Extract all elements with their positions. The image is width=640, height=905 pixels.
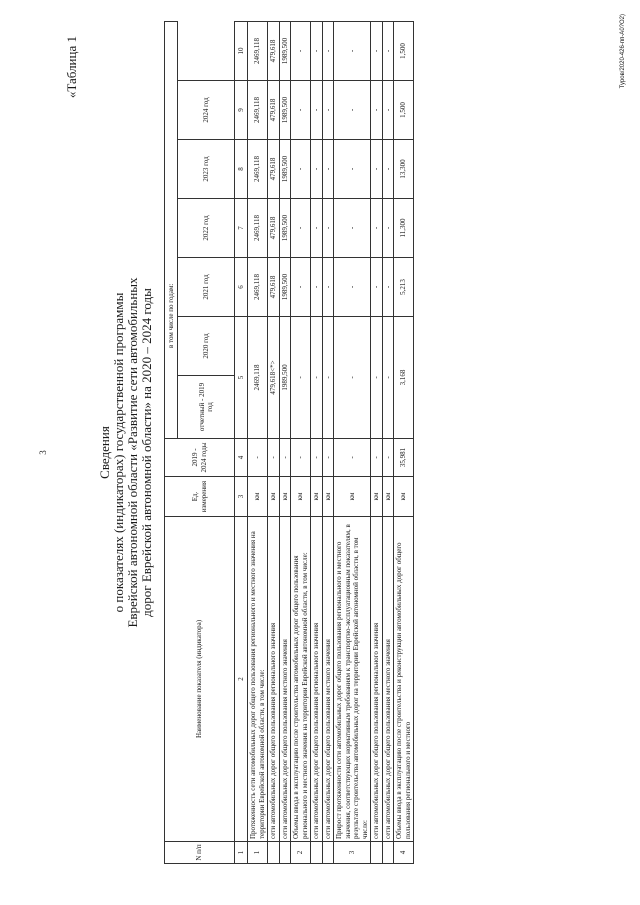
column-number: 2 — [235, 517, 248, 842]
table-row — [322, 21, 334, 863]
value-2024: 2469,118 — [248, 21, 268, 80]
value-2024: - — [311, 21, 323, 80]
header-2020: 2020 год — [178, 317, 235, 376]
table-row — [394, 21, 414, 863]
footer-code: Туров/2020-426-пп-А0?О2) — [620, 14, 626, 89]
value-2019: 3,168 — [394, 317, 414, 439]
value-2019: 479,618<*> — [268, 317, 280, 439]
value-2023: - — [371, 81, 383, 140]
value-2023: 479,618 — [268, 81, 280, 140]
table-row — [268, 21, 280, 863]
unit-cell: км — [248, 477, 268, 517]
indicator-name: Протяженность сети автомобильных дорог общего пользования регионального и местного значения на территории Еврейской автономной области, в том числе: — [248, 517, 268, 842]
unit-cell: км — [268, 477, 280, 517]
value-2022: - — [371, 140, 383, 199]
indicator-name: сети автомобильных дорог общего пользования регионального значения — [268, 517, 280, 842]
unit-cell: км — [394, 477, 414, 517]
value-2020: - — [311, 258, 323, 317]
header-num: N п/п — [165, 842, 235, 864]
value-2020: 5,213 — [394, 258, 414, 317]
table-row — [248, 21, 268, 863]
period-total: - — [311, 439, 323, 477]
value-2019: - — [334, 317, 371, 439]
value-2021: - — [371, 199, 383, 258]
value-2021: - — [382, 199, 394, 258]
header-name: Наименование показателя (индикатора) — [165, 517, 235, 842]
value-2022: - — [311, 140, 323, 199]
indicator-name: сети автомобильных дорог общего пользования регионального значения — [371, 517, 383, 842]
table-row — [334, 21, 371, 863]
row-number — [382, 842, 394, 864]
value-2024: 1,500 — [394, 21, 414, 80]
value-2023: 1,500 — [394, 81, 414, 140]
unit-cell: км — [371, 477, 383, 517]
value-2022: 1989,500 — [279, 140, 291, 199]
row-number: 3 — [334, 842, 371, 864]
column-number: 6 — [235, 258, 248, 317]
value-2020: 2469,118 — [248, 258, 268, 317]
value-2021: 479,618 — [268, 199, 280, 258]
value-2019: - — [311, 317, 323, 439]
column-number: 9 — [235, 81, 248, 140]
value-2019: - — [371, 317, 383, 439]
row-number — [279, 842, 291, 864]
value-2022: - — [334, 140, 371, 199]
header-unit: Ед. измерения — [165, 477, 235, 517]
indicator-name: сети автомобильных дорог общего пользования местного значения — [322, 517, 334, 842]
header-2019: отчетный - 2019 год — [178, 376, 235, 439]
row-number — [371, 842, 383, 864]
header-2021: 2021 год — [178, 258, 235, 317]
header-2024: 2024 год — [178, 81, 235, 140]
header-2022: 2022 год — [178, 199, 235, 258]
header-2023: 2023 год — [178, 140, 235, 199]
value-2022: 2469,118 — [248, 140, 268, 199]
value-2021: 2469,118 — [248, 199, 268, 258]
value-2020: 1989,500 — [279, 258, 291, 317]
period-total: - — [322, 439, 334, 477]
value-2019: - — [382, 317, 394, 439]
value-2021: - — [311, 199, 323, 258]
value-2023: - — [322, 81, 334, 140]
heading-line-1: Сведения — [97, 426, 112, 479]
period-total: - — [334, 439, 371, 477]
header-years-group: в том числе по годам: — [165, 21, 178, 438]
value-2021: 1989,500 — [279, 199, 291, 258]
heading-line-3: Еврейской автономной области «Развитие сети автомобильных — [125, 277, 140, 628]
period-total: - — [291, 439, 311, 477]
value-2024: - — [291, 21, 311, 80]
row-number: 4 — [394, 842, 414, 864]
unit-cell: км — [279, 477, 291, 517]
value-2020: - — [291, 258, 311, 317]
header-period: 2019 - 2024 годы — [165, 439, 235, 477]
table-row — [371, 21, 383, 863]
value-2020: 479,618 — [268, 258, 280, 317]
indicators-table — [164, 21, 414, 864]
column-number: 8 — [235, 140, 248, 199]
indicator-name: Прирост протяженности сети автомобильных дорог общего пользования регионального и местного значения, соответствующих нормативным требованиям к транспортно-эксплуатационным показателям, в результате строительства автомобильных дорог на территории Еврейской автономной области, в том числе: — [334, 517, 371, 842]
row-number: 2 — [291, 842, 311, 864]
value-2019: 1989,500 — [279, 317, 291, 439]
unit-cell: км — [322, 477, 334, 517]
value-2024: - — [334, 21, 371, 80]
column-number: 10 — [235, 21, 248, 80]
indicator-name: Объемы ввода в эксплуатацию после строительства автомобильных дорог общего пользования регионального и местного значения на территории Еврейской автономной области, в том числе: — [291, 517, 311, 842]
value-2021: - — [334, 199, 371, 258]
indicator-name: Объемы ввода в эксплуатацию после строительства и реконструкции автомобильных дорог общего пользования регионального и местного — [394, 517, 414, 842]
value-2020: - — [382, 258, 394, 317]
period-total: - — [371, 439, 383, 477]
value-2022: - — [322, 140, 334, 199]
value-2024: 479,618 — [268, 21, 280, 80]
indicator-name: сети автомобильных дорог общего пользования регионального значения — [311, 517, 323, 842]
value-2023: 1989,500 — [279, 81, 291, 140]
value-2020: - — [334, 258, 371, 317]
value-2023: - — [311, 81, 323, 140]
value-2019: - — [291, 317, 311, 439]
row-number — [311, 842, 323, 864]
column-number: 5 — [235, 317, 248, 439]
value-2019: 2469,118 — [248, 317, 268, 439]
value-2022: - — [382, 140, 394, 199]
indicator-name: сети автомобильных дорог общего пользования местного значения — [382, 517, 394, 842]
value-2024: - — [371, 21, 383, 80]
period-total: - — [268, 439, 280, 477]
value-2021: 11,300 — [394, 199, 414, 258]
page-number: 3 — [38, 450, 48, 455]
table-body — [235, 21, 414, 863]
table-row — [291, 21, 311, 863]
row-number: 1 — [248, 842, 268, 864]
column-number: 1 — [235, 842, 248, 864]
value-2022: 479,618 — [268, 140, 280, 199]
table-row — [382, 21, 394, 863]
period-total: - — [248, 439, 268, 477]
heading-line-4: дорог Еврейской автономной области» на 2020 – 2024 годы — [139, 288, 154, 617]
value-2023: - — [291, 81, 311, 140]
value-2024: - — [382, 21, 394, 80]
period-total: - — [279, 439, 291, 477]
value-2020: - — [322, 258, 334, 317]
column-number: 3 — [235, 477, 248, 517]
unit-cell: км — [382, 477, 394, 517]
unit-cell: км — [311, 477, 323, 517]
value-2023: - — [334, 81, 371, 140]
header-row — [165, 21, 178, 863]
value-2024: 1989,500 — [279, 21, 291, 80]
unit-cell: км — [334, 477, 371, 517]
column-number: 4 — [235, 439, 248, 477]
period-total: - — [382, 439, 394, 477]
value-2023: - — [382, 81, 394, 140]
period-total: 35,981 — [394, 439, 414, 477]
indicator-name: сети автомобильных дорог общего пользования местного значения — [279, 517, 291, 842]
column-numbers-row — [235, 21, 248, 863]
value-2022: - — [291, 140, 311, 199]
value-2022: 13,300 — [394, 140, 414, 199]
table-row — [279, 21, 291, 863]
row-number — [322, 842, 334, 864]
column-number: 7 — [235, 199, 248, 258]
unit-cell: км — [291, 477, 311, 517]
value-2024: - — [322, 21, 334, 80]
row-number — [268, 842, 280, 864]
value-2020: - — [371, 258, 383, 317]
value-2021: - — [291, 199, 311, 258]
value-2023: 2469,118 — [248, 81, 268, 140]
value-2021: - — [322, 199, 334, 258]
document-heading — [98, 0, 154, 905]
heading-line-2: о показателях (индикаторах) государственной программы — [111, 292, 126, 613]
value-2019: - — [322, 317, 334, 439]
table-row — [311, 21, 323, 863]
table-label: «Таблица 1 — [64, 36, 79, 99]
